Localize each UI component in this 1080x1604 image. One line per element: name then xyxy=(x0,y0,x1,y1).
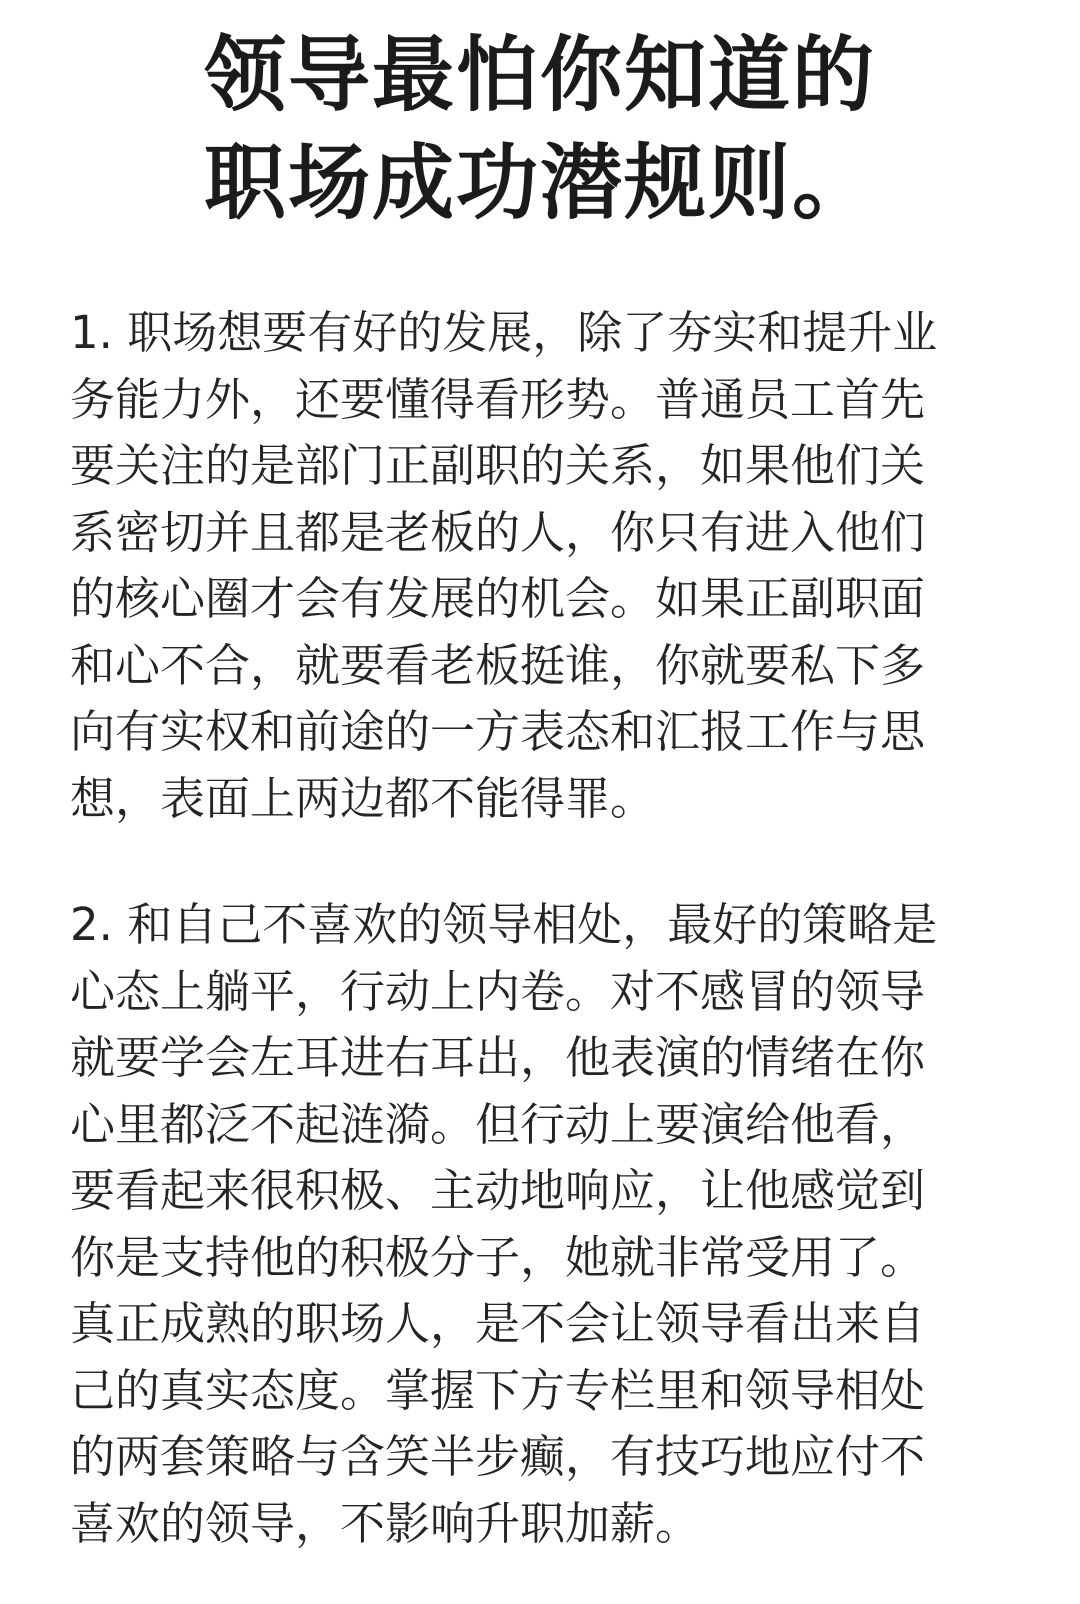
paragraph-line: 的核心圈才会有发展的机会。如果正副职面 xyxy=(70,572,926,625)
paragraph-line: 1. 职场想要有好的发展，除了夯实和提升业 xyxy=(70,306,938,359)
paragraph-line: 心里都泛不起涟漪。但行动上要演给他看， xyxy=(70,1097,926,1151)
paragraph-line: 你是支持他的积极分子，她就非常受用了。 xyxy=(70,1230,926,1284)
paragraph-line: 真正成熟的职场人，是不会让领导看出来自 xyxy=(70,1297,926,1350)
paragraph-line: 想，表面上两边都不能得罪。 xyxy=(70,771,656,825)
page-title-line-1: 领导最怕你知道的 xyxy=(203,28,876,123)
paragraph-line: 喜欢的领导，不影响升职加薪。 xyxy=(70,1496,701,1550)
paragraph-line: 向有实权和前途的一方表态和汇报工作与思 xyxy=(70,705,926,758)
paragraph-2 xyxy=(70,892,1000,1557)
paragraph-line: 要看起来很积极、主动地响应，让他感觉到 xyxy=(70,1164,926,1217)
paragraph-line: 系密切并且都是老板的人，你只有进入他们 xyxy=(70,505,926,559)
paragraph-line: 和心不合，就要看老板挺谁，你就要私下多 xyxy=(70,638,926,692)
paragraph-line: 的两套策略与含笑半步癫，有技巧地应付不 xyxy=(70,1430,926,1483)
paragraph-line: 2. 和自己不喜欢的领导相处，最好的策略是 xyxy=(70,898,938,951)
paragraph-line: 心态上躺平，行动上内卷。对不感冒的领导 xyxy=(70,964,926,1018)
paragraph-1 xyxy=(70,300,1000,832)
paragraph-line: 己的真实态度。掌握下方专栏里和领导相处 xyxy=(70,1363,926,1417)
page-title-line-2: 职场成功潜规则。 xyxy=(203,136,876,231)
paragraph-line: 就要学会左耳进右耳出，他表演的情绪在你 xyxy=(70,1031,926,1084)
paragraph-line: 务能力外，还要懂得看形势。普通员工首先 xyxy=(70,372,926,426)
paragraph-line: 要关注的是部门正副职的关系，如果他们关 xyxy=(70,439,926,492)
